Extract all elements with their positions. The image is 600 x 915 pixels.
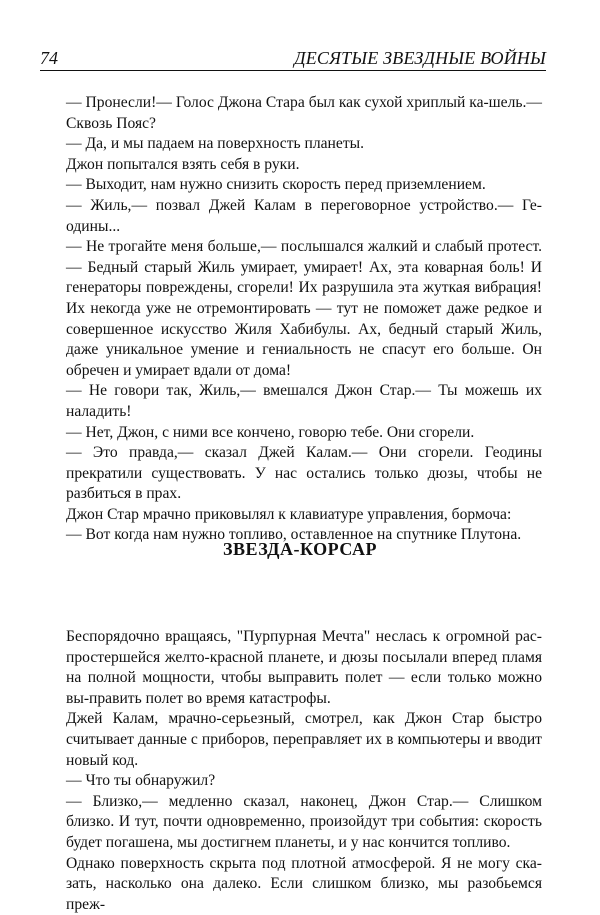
text-section-2: [66, 627, 542, 915]
paragraph: Джей Калам, мрачно-серьезный, смотрел, как Джон Стар быстро считывает данные с приборов, переправляет их в компьютеры и вводит новый код.: [66, 710, 542, 769]
paragraph: — Близко,— медленно сказал, наконец, Джон Стар.— Слишком близко. И тут, почти одновременно, произойдут три события: скорость будет погашена, мы достигнем планеты, и у нас кончится топливо.: [66, 792, 542, 851]
paragraph: — Не трогайте меня больше,— послышался жалкий и слабый протест.— Бедный старый Жиль умирает, умирает! Ах, эта коварная боль! И генераторы повреждены, сгорели! Их разрушила эта жуткая вибрация! Их некогда уже не отремонтировать — тут не поможет даже редкое и совершенное искусство Жиля Хабибулы. Ах, бедный старый Жиль, даже уникальное умение и гениальность не спасут его больше. Он обречен и умирает вдали от дома!: [66, 238, 542, 379]
page-header: [40, 44, 546, 71]
paragraph: Беспорядочно вращаясь, "Пурпурная Мечта" неслась к огромной рас-простершейся желто-красной планете, и дюзы посылали вперед пламя на полной мощности, чтобы выправить полет — если только можно вы-править полет во время катастрофы.: [66, 628, 542, 707]
paragraph: — Жиль,— позвал Джей Калам в переговорное устройство.— Ге-одины...: [66, 196, 542, 235]
paragraph: — Выходит, нам нужно снизить скорость перед приземлением.: [66, 176, 486, 194]
paragraph: — Не говори так, Жиль,— вмешался Джон Стар.— Ты можешь их наладить!: [66, 382, 542, 420]
paragraph: — Это правда,— сказал Джей Калам.— Они сгорели. Геодины прекратили существовать. У нас остались только дюзы, чтобы не разбиться в прах.: [66, 444, 542, 503]
paragraph: — Да, и мы падаем на поверхность планеты.: [66, 135, 365, 153]
paragraph: Джон попытался взять себя в руки.: [66, 155, 300, 173]
paragraph: — Вот когда нам нужно топливо, оставленное на спутнике Плутона.: [66, 526, 522, 544]
paragraph: Джон Стар мрачно приковылял к клавиатуре управления, бормоча:: [66, 505, 512, 523]
paragraph: Однако поверхность скрыта под плотной атмосферой. Я не могу ска-зать, насколько она далеко. Если слишком близко, мы разобьемся преж-: [66, 854, 542, 913]
running-title: ДЕСЯТЫЕ ЗВЕЗДНЫЕ ВОЙНЫ: [294, 48, 546, 68]
paragraph: — Пронесли!— Голос Джона Стара был как сухой хриплый ка-шель.— Сквозь Пояс?: [66, 94, 542, 132]
page-number: 74: [40, 48, 58, 68]
paragraph: — Нет, Джон, с ними все кончено, говорю тебе. Они сгорели.: [66, 423, 475, 441]
paragraph: — Что ты обнаружил?: [66, 772, 216, 790]
text-section-1: [66, 93, 542, 546]
chapter-title: ЗВЕЗДА-КОРСАР: [223, 539, 377, 559]
